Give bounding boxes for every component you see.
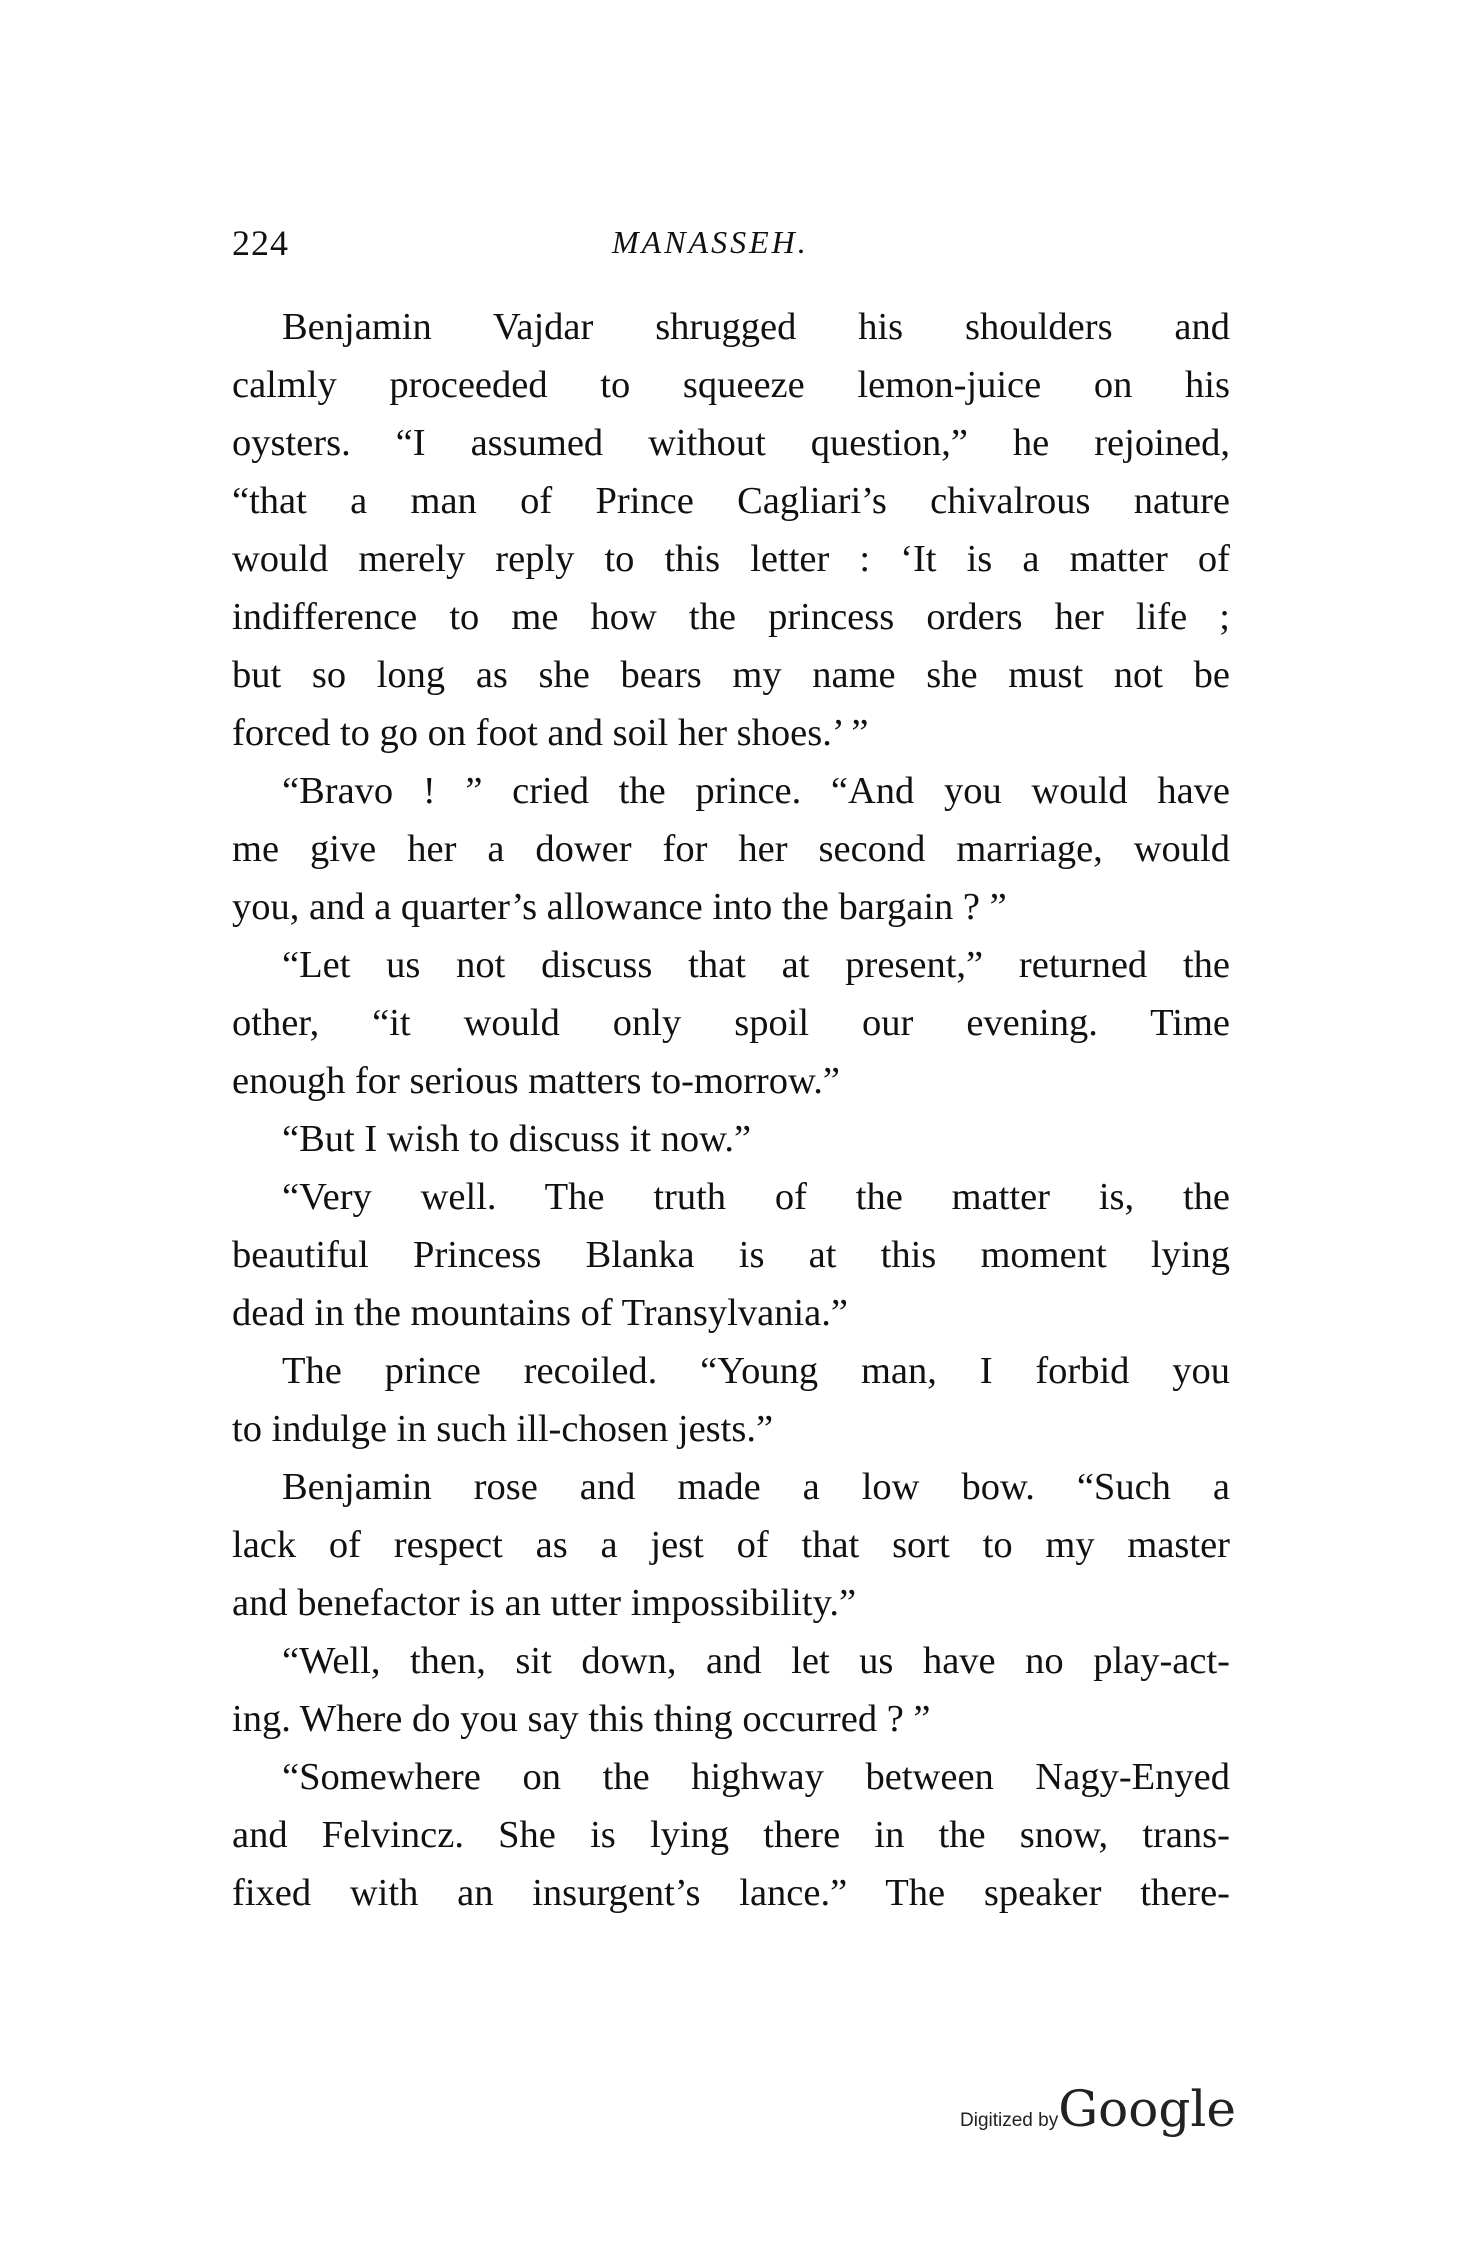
text-line: indifference to me how the princess orders her life ;: [232, 596, 1230, 638]
google-logo-text: Google: [1058, 2080, 1236, 2138]
text-line: dead in the mountains of Transylvania.”: [232, 1292, 848, 1334]
text-line: oysters. “I assumed without question,” he rejoined,: [232, 422, 1230, 464]
text-line: Benjamin Vajdar shrugged his shoulders and: [282, 306, 1230, 348]
text-line: beautiful Princess Blanka is at this moment lying: [232, 1234, 1230, 1276]
text-line: me give her a dower for her second marriage, would: [232, 828, 1230, 870]
text-line: The prince recoiled. “Young man, I forbid you: [282, 1350, 1230, 1392]
text-line: other, “it would only spoil our evening. Time: [232, 1002, 1230, 1044]
text-line: would merely reply to this letter : ‘It is a matter of: [232, 538, 1230, 580]
text-line: “Very well. The truth of the matter is, the: [282, 1176, 1230, 1218]
text-line: calmly proceeded to squeeze lemon-juice on his: [232, 364, 1230, 406]
text-line: forced to go on foot and soil her shoes.’ ”: [232, 712, 869, 754]
text-line: “Well, then, sit down, and let us have no play-act-: [282, 1640, 1230, 1682]
text-line: “But I wish to discuss it now.”: [282, 1118, 752, 1160]
text-line: Benjamin rose and made a low bow. “Such a: [282, 1466, 1230, 1508]
text-line: “Somewhere on the highway between Nagy-Enyed: [282, 1756, 1230, 1798]
running-head: [232, 222, 1232, 272]
text-line: “that a man of Prince Cagliari’s chivalrous nature: [232, 480, 1230, 522]
text-line: “Let us not discuss that at present,” returned the: [282, 944, 1230, 986]
text-line: enough for serious matters to-morrow.”: [232, 1060, 840, 1102]
google-watermark: [960, 2080, 1236, 2150]
text-line: you, and a quarter’s allowance into the bargain ? ”: [232, 886, 1007, 928]
text-line: but so long as she bears my name she must not be: [232, 654, 1230, 696]
body-text: [232, 298, 1230, 1922]
digitized-by-label: Digitized by: [960, 2110, 1059, 2131]
running-title: MANASSEH.: [612, 224, 809, 260]
text-line: to indulge in such ill-chosen jests.”: [232, 1408, 774, 1450]
text-line: and Felvincz. She is lying there in the snow, trans-: [232, 1814, 1230, 1856]
text-line: “Bravo ! ” cried the prince. “And you would have: [282, 770, 1230, 812]
text-line: and benefactor is an utter impossibility.”: [232, 1582, 857, 1624]
text-line: lack of respect as a jest of that sort to my master: [232, 1524, 1230, 1566]
text-line: fixed with an insurgent’s lance.” The speaker there-: [232, 1872, 1230, 1914]
page-number: 224: [232, 223, 289, 263]
text-line: ing. Where do you say this thing occurred ? ”: [232, 1698, 931, 1740]
